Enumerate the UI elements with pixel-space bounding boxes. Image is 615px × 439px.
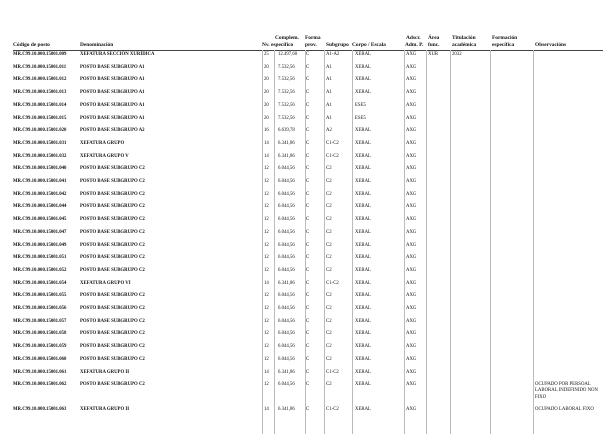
cell-subgrupo: C2 [326, 356, 332, 362]
cell-denominacion: XEFATURA GRUPO II [80, 369, 130, 375]
cell-complemento: 12.497,60 [278, 52, 298, 57]
cell-denominacion: POSTO BASE SUBGRUPO C2 [80, 204, 145, 210]
table-row [0, 77, 615, 89]
cell-denominacion: POSTO BASE SUBGRUPO C2 [80, 191, 145, 197]
header-titulacion-1: Titulación [452, 35, 476, 41]
cell-adscr: AXG [406, 293, 417, 299]
cell-subgrupo: C1-C2 [326, 153, 339, 159]
cell-subgrupo: C2 [326, 191, 332, 197]
table-row [0, 370, 615, 382]
cell-complemento: 6.044,56 [278, 191, 295, 197]
cell-subgrupo: C2 [326, 242, 332, 248]
cell-code: MR.C99.10.000.15001.042 [13, 191, 67, 197]
cell-nivel: 12 [264, 255, 269, 261]
header-rule [13, 50, 603, 51]
cell-subgrupo: A1 [326, 77, 332, 83]
cell-observacions: OCUPADO LABORAL FIXO [535, 407, 594, 412]
cell-code: MR.C99.10.000.15001.015 [13, 115, 67, 121]
cell-nivel: 20 [264, 90, 269, 96]
cell-complemento: 6.341,86 [278, 280, 295, 286]
cell-code: MR.C99.10.000.15001.052 [13, 267, 67, 273]
table-row [0, 268, 615, 280]
table-row [0, 230, 615, 242]
header-nivel: Nv. [262, 42, 270, 48]
cell-code: MR.C99.10.000.15001.012 [13, 77, 67, 83]
cell-forma: C [306, 369, 310, 375]
cell-complemento: 6.341,86 [278, 369, 295, 375]
cell-code: MR.C99.10.000.15001.063 [13, 407, 67, 412]
header-codigo: Código de posto [13, 42, 50, 48]
cell-forma: C [306, 382, 310, 388]
cell-complemento: 6.044,56 [278, 267, 295, 273]
cell-code: MR.C99.10.000.15001.056 [13, 306, 67, 311]
column-divider [274, 50, 275, 434]
cell-complemento: 6.044,56 [278, 293, 295, 299]
cell-corpo: XERAL [355, 318, 371, 324]
cell-nivel: 12 [264, 318, 269, 324]
cell-code: MR.C99.10.000.15001.013 [13, 90, 67, 96]
cell-denominacion: POSTO BASE SUBGRUPO A1 [80, 64, 145, 70]
table-row [0, 128, 615, 140]
cell-forma: C [306, 407, 310, 412]
cell-code: MR.C99.10.000.15001.045 [13, 217, 67, 223]
cell-corpo: XERAL [355, 280, 371, 286]
cell-denominacion: POSTO BASE SUBGRUPO A1 [80, 90, 145, 96]
cell-complemento: 6.044,56 [278, 166, 295, 172]
cell-complemento: 6.044,56 [278, 229, 295, 235]
table-row [0, 141, 615, 153]
cell-denominacion: POSTO BASE SUBGRUPO C2 [80, 344, 145, 350]
cell-complemento: 6.044,56 [278, 179, 295, 184]
cell-nivel: 20 [264, 102, 269, 108]
cell-corpo: XERAL [355, 64, 371, 70]
cell-adscr: AXG [406, 191, 417, 197]
cell-adscr: AXG [406, 64, 417, 70]
cell-adscr: AXG [406, 242, 417, 248]
cell-subgrupo: C2 [326, 318, 332, 324]
cell-adscr: AXG [406, 153, 417, 159]
cell-adscr: AXG [406, 331, 417, 337]
cell-corpo: XERAL [355, 267, 371, 273]
cell-subgrupo: C2 [326, 293, 332, 299]
cell-corpo: XERAL [355, 140, 371, 146]
cell-denominacion: XEFATURA GRUPO V [80, 153, 129, 159]
cell-adscr: AXG [406, 140, 417, 146]
cell-nivel: 14 [264, 140, 269, 146]
cell-adscr: AXG [406, 204, 417, 210]
header-forma-2: prov. [305, 42, 317, 48]
cell-complemento: 6.044,56 [278, 242, 295, 248]
table-row [0, 319, 615, 331]
cell-subgrupo: C2 [326, 255, 332, 261]
cell-complemento: 7.532,56 [278, 77, 295, 83]
cell-nivel: 14 [264, 280, 269, 286]
cell-adscr: AXG [406, 77, 417, 83]
cell-adscr: AXG [406, 255, 417, 261]
cell-code: MR.C99.10.000.15001.020 [13, 128, 67, 134]
cell-nivel: 12 [264, 229, 269, 235]
cell-corpo: XERAL [355, 217, 371, 223]
cell-denominacion: POSTO BASE SUBGRUPO A1 [80, 102, 145, 108]
cell-code: MR.C99.10.000.15001.057 [13, 318, 67, 324]
table-row [0, 293, 615, 305]
header-formacion-2: específica [492, 42, 515, 48]
cell-nivel: 12 [264, 356, 269, 362]
cell-subgrupo: A1 [326, 102, 332, 108]
cell-denominacion: POSTO BASE SUBGRUPO C2 [80, 179, 145, 184]
cell-denominacion: POSTO BASE SUBGRUPO A1 [80, 77, 145, 83]
cell-code: MR.C99.10.000.15001.011 [13, 64, 67, 70]
cell-code: MR.C99.10.000.15001.062 [13, 382, 67, 388]
cell-corpo: ESE5 [355, 102, 366, 108]
cell-denominacion: POSTO BASE SUBGRUPO C2 [80, 356, 145, 362]
cell-adscr: AXG [406, 344, 417, 350]
table-row [0, 103, 615, 115]
cell-subgrupo: C2 [326, 267, 332, 273]
cell-denominacion: XEFATURA GRUPO [80, 140, 125, 146]
column-divider [404, 50, 405, 434]
column-divider [262, 50, 263, 434]
cell-adscr: AXG [406, 52, 417, 57]
cell-forma: C [306, 179, 310, 184]
cell-corpo: XERAL [355, 306, 371, 311]
cell-code: MR.C99.10.000.15001.044 [13, 204, 67, 210]
table-row [0, 204, 615, 216]
column-divider [426, 50, 427, 434]
cell-code: MR.C99.10.000.15001.032 [13, 153, 67, 159]
cell-adscr: AXG [406, 369, 417, 375]
cell-adscr: AXG [406, 115, 417, 121]
table-row [0, 65, 615, 77]
cell-code: MR.C99.10.000.15001.054 [13, 280, 67, 286]
cell-observacions-line: OCUPADO POR PERSOAL [535, 382, 591, 388]
cell-subgrupo: C2 [326, 166, 332, 172]
cell-forma: C [306, 280, 310, 286]
cell-code: MR.C99.10.000.15001.031 [13, 140, 67, 146]
table-row [0, 331, 615, 343]
cell-complemento: 7.532,56 [278, 90, 295, 96]
cell-adscr: AXG [406, 318, 417, 324]
table-row [0, 217, 615, 229]
cell-subgrupo: C2 [326, 229, 332, 235]
cell-corpo: XERAL [355, 229, 371, 235]
cell-adscr: AXG [406, 166, 417, 172]
cell-forma: C [306, 331, 310, 337]
cell-complemento: 6.044,56 [278, 306, 295, 311]
cell-forma: C [306, 356, 310, 362]
header-area-2: func. [428, 42, 440, 48]
cell-complemento: 6.341,86 [278, 153, 295, 159]
cell-subgrupo: A1 [326, 115, 332, 121]
cell-denominacion: POSTO BASE SUBGRUPO C2 [80, 382, 145, 388]
header-formacion-1: Formación [492, 35, 518, 41]
cell-denominacion: POSTO BASE SUBGRUPO C2 [80, 242, 145, 248]
header-area-1: Área [428, 35, 440, 41]
cell-corpo: ESE5 [355, 115, 366, 121]
cell-adscr: AXG [406, 280, 417, 286]
cell-adscr: AXG [406, 128, 417, 134]
cell-denominacion: POSTO BASE SUBGRUPO C2 [80, 331, 145, 337]
cell-corpo: XERAL [355, 382, 371, 388]
table-row [0, 166, 615, 178]
cell-corpo: XERAL [355, 242, 371, 248]
cell-adscr: AXG [406, 306, 417, 311]
cell-denominacion: POSTO BASE SUBGRUPO C2 [80, 267, 145, 273]
cell-subgrupo: C2 [326, 179, 332, 184]
cell-complemento: 7.532,56 [278, 115, 295, 121]
cell-corpo: XERAL [355, 191, 371, 197]
cell-forma: C [306, 306, 310, 311]
cell-complemento: 6.044,56 [278, 204, 295, 210]
cell-denominacion: POSTO BASE SUBGRUPO C2 [80, 306, 145, 311]
cell-complemento: 6.341,86 [278, 407, 295, 412]
cell-forma: C [306, 102, 310, 108]
cell-code: MR.C99.10.000.15001.060 [13, 356, 67, 362]
cell-denominacion: XEFATURA SECCIÓN XURÍDICA [80, 52, 155, 57]
cell-titulacion: 2032 [452, 52, 462, 57]
table-row [0, 255, 615, 267]
cell-nivel: 12 [264, 344, 269, 350]
cell-nivel: 20 [264, 64, 269, 70]
header-titulacion-2: académica [452, 42, 477, 48]
cell-forma: C [306, 242, 310, 248]
table-row [0, 382, 615, 400]
cell-area: XUR [428, 52, 439, 57]
cell-complemento: 6.044,56 [278, 382, 295, 388]
cell-denominacion: POSTO BASE SUBGRUPO C2 [80, 255, 145, 261]
cell-adscr: AXG [406, 407, 417, 412]
header-forma-1: Forma [305, 35, 321, 41]
cell-subgrupo: C2 [326, 331, 332, 337]
cell-code: MR.C99.10.000.15001.055 [13, 293, 67, 299]
cell-forma: C [306, 191, 310, 197]
cell-corpo: XERAL [355, 204, 371, 210]
header-complemento-2: específico [271, 42, 294, 48]
cell-corpo: XERAL [355, 77, 371, 83]
column-divider [490, 50, 491, 434]
cell-denominacion: POSTO BASE SUBGRUPO C2 [80, 217, 145, 223]
header-denominacion: Denominación [80, 42, 114, 48]
table-row [0, 52, 615, 64]
cell-nivel: 12 [264, 217, 269, 223]
cell-nivel: 12 [264, 191, 269, 197]
cell-denominacion: POSTO BASE SUBGRUPO C2 [80, 166, 145, 172]
cell-nivel: 12 [264, 166, 269, 172]
cell-code: MR.C99.10.000.15001.058 [13, 331, 67, 337]
cell-corpo: XERAL [355, 344, 371, 350]
table-row [0, 281, 615, 293]
cell-nivel: 20 [264, 77, 269, 83]
cell-forma: C [306, 293, 310, 299]
table-row [0, 90, 615, 102]
header-adscr-2: Adm. P. [405, 42, 424, 48]
cell-adscr: AXG [406, 90, 417, 96]
cell-subgrupo: C1-C2 [326, 140, 339, 146]
cell-forma: C [306, 115, 310, 121]
header-observacions: Observacións [535, 42, 567, 48]
cell-forma: C [306, 128, 310, 134]
cell-denominacion: POSTO BASE SUBGRUPO C2 [80, 318, 145, 324]
cell-nivel: 12 [264, 267, 269, 273]
cell-corpo: XERAL [355, 407, 371, 412]
cell-code: MR.C99.10.000.15001.061 [13, 369, 67, 375]
cell-subgrupo: C1-C2 [326, 407, 339, 412]
cell-forma: C [306, 166, 310, 172]
cell-nivel: 14 [264, 153, 269, 159]
cell-adscr: AXG [406, 217, 417, 223]
table-row [0, 243, 615, 255]
cell-subgrupo: C1-C2 [326, 280, 339, 286]
column-divider [305, 50, 306, 434]
cell-nivel: 14 [264, 407, 269, 412]
cell-adscr: AXG [406, 356, 417, 362]
cell-forma: C [306, 255, 310, 261]
cell-subgrupo: C2 [326, 204, 332, 210]
cell-corpo: XERAL [355, 255, 371, 261]
table-row [0, 306, 615, 318]
table-row [0, 116, 615, 128]
cell-nivel: 12 [264, 204, 269, 210]
cell-subgrupo: C1-C2 [326, 369, 339, 375]
column-divider [533, 50, 534, 434]
cell-complemento: 6.044,56 [278, 331, 295, 337]
table-row [0, 357, 615, 369]
header-complemento-1: Complem. [275, 35, 299, 41]
cell-code: MR.C99.10.000.15001.014 [13, 102, 67, 108]
cell-forma: C [306, 267, 310, 273]
cell-subgrupo: C2 [326, 306, 332, 311]
cell-corpo: XERAL [355, 128, 371, 134]
column-divider [352, 50, 353, 434]
column-divider [450, 50, 451, 434]
header-adscr-1: Adscr. [406, 35, 421, 41]
cell-corpo: XERAL [355, 179, 371, 184]
table-row [0, 154, 615, 166]
cell-corpo: XERAL [355, 331, 371, 337]
cell-nivel: 12 [264, 382, 269, 388]
cell-forma: C [306, 77, 310, 83]
cell-subgrupo: A1-A2 [326, 52, 340, 57]
cell-nivel: 20 [264, 115, 269, 121]
cell-complemento: 7.532,56 [278, 102, 295, 108]
cell-observacions-line: LABORAL INDEFINIDO NON [535, 388, 598, 394]
cell-corpo: XERAL [355, 166, 371, 172]
cell-denominacion: XEFATURA GRUPO II [80, 407, 130, 412]
cell-code: MR.C99.10.000.15001.047 [13, 229, 67, 235]
cell-nivel: 12 [264, 242, 269, 248]
table-row [0, 344, 615, 356]
cell-complemento: 6.044,56 [278, 318, 295, 324]
cell-complemento: 6.044,56 [278, 356, 295, 362]
cell-forma: C [306, 204, 310, 210]
cell-adscr: AXG [406, 382, 417, 388]
cell-denominacion: POSTO BASE SUBGRUPO A2 [80, 128, 145, 134]
cell-subgrupo: C2 [326, 344, 332, 350]
cell-nivel: 16 [264, 128, 269, 134]
cell-forma: C [306, 140, 310, 146]
cell-nivel: 12 [264, 331, 269, 337]
cell-complemento: 6.044,56 [278, 344, 295, 350]
cell-adscr: AXG [406, 179, 417, 184]
cell-adscr: AXG [406, 102, 417, 108]
cell-complemento: 6.639,78 [278, 128, 295, 134]
cell-forma: C [306, 90, 310, 96]
cell-forma: C [306, 64, 310, 70]
cell-subgrupo: A1 [326, 90, 332, 96]
header-subgrupo: Subgrupo [326, 42, 349, 48]
cell-denominacion: XEFATURA GRUPO VI [80, 280, 131, 286]
cell-complemento: 6.044,56 [278, 217, 295, 223]
cell-nivel: 12 [264, 306, 269, 311]
cell-corpo: XERAL [355, 90, 371, 96]
cell-code: MR.C99.10.000.15001.059 [13, 344, 67, 350]
cell-forma: C [306, 344, 310, 350]
column-divider [324, 50, 325, 434]
cell-code: MR.C99.10.000.15001.040 [13, 166, 67, 172]
cell-forma: C [306, 52, 310, 57]
cell-corpo: XERAL [355, 356, 371, 362]
cell-forma: C [306, 217, 310, 223]
cell-complemento: 6.044,56 [278, 255, 295, 261]
cell-corpo: XERAL [355, 153, 371, 159]
cell-forma: C [306, 318, 310, 324]
cell-complemento: 7.532,56 [278, 64, 295, 70]
cell-denominacion: POSTO BASE SUBGRUPO C2 [80, 293, 145, 299]
cell-corpo: XERAL [355, 369, 371, 375]
cell-nivel: 12 [264, 293, 269, 299]
table-header [0, 0, 615, 50]
cell-corpo: XERAL [355, 52, 371, 57]
cell-forma: C [306, 229, 310, 235]
cell-code: MR.C99.10.000.15001.009 [13, 52, 67, 57]
table-row [0, 179, 615, 191]
cell-code: MR.C99.10.000.15001.051 [13, 255, 67, 261]
header-corpo: Corpo / Escala [352, 42, 386, 48]
cell-denominacion: POSTO BASE SUBGRUPO C2 [80, 229, 145, 235]
cell-nivel: 25 [264, 52, 269, 57]
cell-subgrupo: A2 [326, 128, 332, 134]
cell-subgrupo: A1 [326, 64, 332, 70]
cell-corpo: XERAL [355, 293, 371, 299]
cell-observacions-line: FIXO [535, 394, 547, 400]
cell-subgrupo: C2 [326, 217, 332, 223]
cell-code: MR.C99.10.000.15001.049 [13, 242, 67, 248]
table-row [0, 407, 615, 419]
cell-nivel: 12 [264, 179, 269, 184]
cell-nivel: 14 [264, 369, 269, 375]
table-row [0, 192, 615, 204]
cell-code: MR.C99.10.000.15001.041 [13, 179, 67, 184]
cell-subgrupo: C2 [326, 382, 332, 388]
cell-complemento: 6.341,86 [278, 140, 295, 146]
cell-forma: C [306, 153, 310, 159]
cell-adscr: AXG [406, 267, 417, 273]
cell-adscr: AXG [406, 229, 417, 235]
cell-denominacion: POSTO BASE SUBGRUPO A1 [80, 115, 145, 121]
